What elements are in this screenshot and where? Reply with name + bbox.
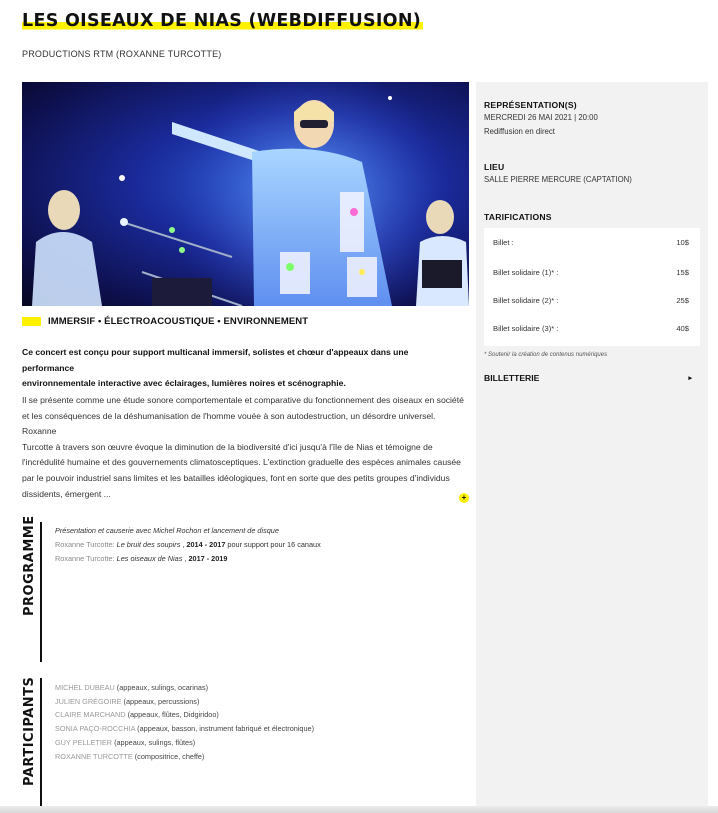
participant-role: (appeaux, flûtes, Didgiridoo) [125,710,219,720]
price-row [493,238,689,247]
ticketing-label[interactable]: BILLETTERIE [484,373,540,383]
event-date: MERCREDI 26 MAI 2021 | 20:00 [484,113,598,122]
price-row [493,296,689,305]
event-sidebar [476,82,708,813]
work-composer: Roxanne Turcotte: [55,540,117,549]
price-amount: 25$ [676,296,689,305]
participant-name[interactable]: SONIA PAÇO-ROCCHIA [55,724,136,734]
participants-divider [40,678,42,808]
concert-photo-icon [22,82,469,306]
hero-image [22,82,469,306]
lead-line: environnementale interactive avec éclairages, lumières noires et scénographie. [22,378,346,388]
representation-heading: REPRÉSENTATION(S) [484,100,577,110]
participant-role: (appeaux, sulings, flûtes) [112,737,196,747]
participant-role: (appeaux, basson, instrument fabriqué et électronique) [135,724,315,734]
pricing-heading: TARIFICATIONS [484,212,552,222]
programme-intro: Présentation et causerie avec Michel Rochon et lancement de disque [55,526,279,535]
work-composer: Roxanne Turcotte: [55,554,117,563]
price-table [484,228,700,346]
work-sep: , [182,554,189,563]
price-note: * Soutenir la création de contenus numériques [484,352,608,358]
expand-description-button[interactable]: + [459,493,469,503]
lead-line: Ce concert est conçu pour support multicanal immersif, solistes et chœur d'appeaux dans une performance [22,347,409,373]
work-years: 2017 - 2019 [188,554,228,563]
programme-list [55,524,321,566]
participant-item [55,736,314,750]
price-label: Billet solidaire (3)* : [493,324,559,333]
description-line: et les conséquences de la déshumanisation de l'homme vouée à son autodestruction, un désordre universel. Roxanne [22,410,436,437]
description-line: l'incrédulité humaine et des gouvernements climatosceptiques. L'extinction graduelle des espèces animales causée [22,457,461,468]
description-line: Il se présente comme une étude sonore comportementale et comparative du fonctionnement des oiseaux en société [22,395,464,405]
participant-item [55,750,314,764]
price-label: Billet solidaire (2)* : [493,296,559,305]
work-sep: , [180,540,187,549]
participants-list [55,681,314,763]
price-row [493,324,689,333]
page-bottom-edge [0,806,718,813]
tags-text: IMMERSIF • ÉLECTROACOUSTIQUE • ENVIRONNEMENT [48,316,309,327]
work-extra: pour support pour 16 canaux [225,540,321,549]
description-paragraph [22,393,470,502]
work-years: 2014 - 2017 [186,540,226,549]
participants-label: PARTICIPANTS [22,676,37,786]
participant-item [55,681,314,695]
participant-role: (appeaux, percussions) [121,696,200,706]
participant-name[interactable]: ROXANNE TURCOTTE [55,751,133,761]
price-amount: 10$ [676,238,689,247]
rebroadcast-note: Rediffusion en direct [484,127,555,136]
lead-paragraph [22,345,462,392]
programme-work [55,552,321,566]
price-label: Billet : [493,238,514,247]
price-label: Billet solidaire (1)* : [493,268,559,277]
participant-name[interactable]: MICHEL DUBEAU [55,683,115,692]
price-amount: 40$ [676,324,689,333]
programme-label: PROGRAMME [22,515,37,616]
participant-item [55,695,314,709]
programme-divider [40,522,42,662]
tag-list [22,316,308,327]
ticketing-link[interactable] [484,373,692,383]
description-line: par le pouvoir industriel sans limites et les batailles idéologiques, font en sorte que des petits groupes d'individus [22,472,450,483]
chevron-right-icon[interactable]: ▸ [688,375,692,382]
producer: PRODUCTIONS RTM (ROXANNE TURCOTTE) [22,49,222,59]
description-line: dissidents, émergent ... [22,488,111,499]
participant-role: (compositrice, cheffe) [132,751,205,761]
page-title-wrap [22,11,423,31]
price-amount: 15$ [676,268,689,277]
venue-name: SALLE PIERRE MERCURE (CAPTATION) [484,175,632,184]
participant-item [55,722,314,736]
description-line: Turcotte à travers son œuvre évoque la diminution de la biodiversité d'ici jusqu'à l'île de Nias et témoigne de [22,441,433,452]
participant-name[interactable]: GUY PELLETIER [55,737,113,747]
participant-item [55,708,314,722]
price-row [493,268,689,277]
participant-name[interactable]: CLAIRE MARCHAND [55,710,126,720]
programme-work [55,538,321,552]
venue-heading: LIEU [484,162,505,172]
work-title: Les oiseaux de Nias [116,554,183,563]
work-title: Le bruit des soupirs [116,540,181,549]
participant-name[interactable]: JULIEN GRÉGOIRE [55,696,122,706]
tag-swatch [22,317,41,326]
participant-role: (appeaux, sulings, ocarinas) [114,683,209,692]
page-title: LES OISEAUX DE NIAS (WEBDIFFUSION) [22,11,422,31]
